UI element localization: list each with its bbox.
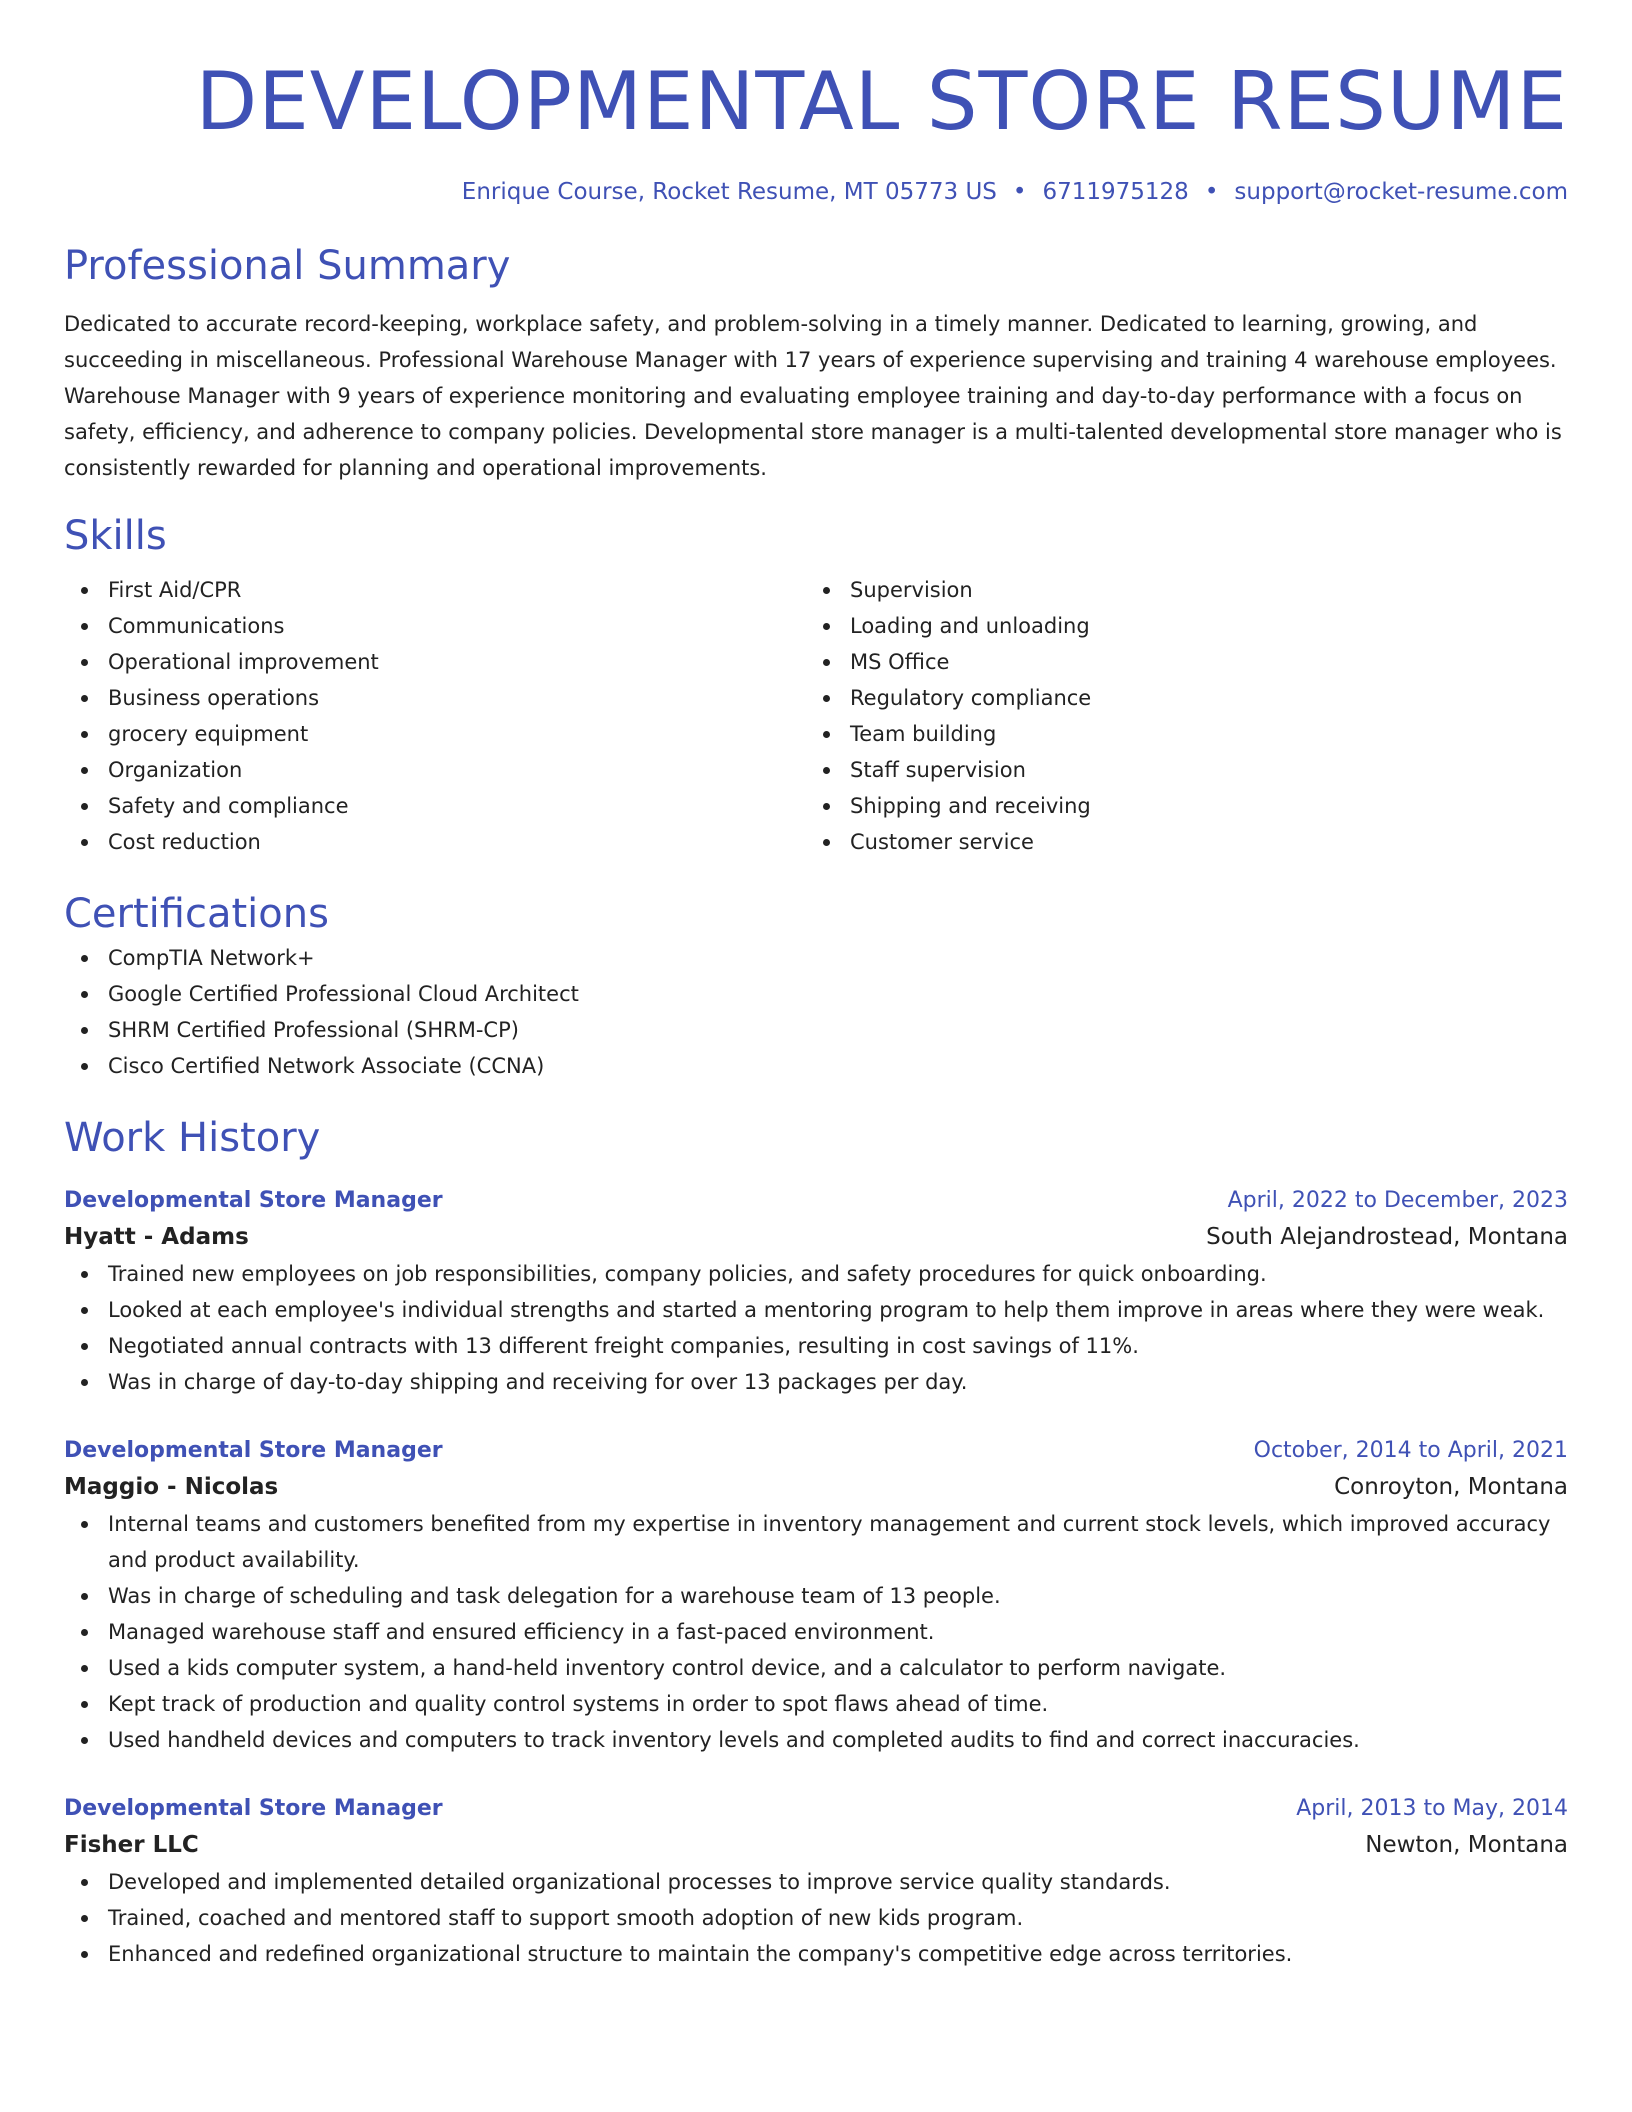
job-dates: April, 2022 to December, 2023 <box>1227 1188 1568 1213</box>
skill-item: Customer service <box>806 824 1548 860</box>
skill-item: Cost reduction <box>64 824 806 860</box>
skill-item: Regulatory compliance <box>806 680 1548 716</box>
skills-heading: Skills <box>64 513 167 559</box>
skill-item: Team building <box>806 716 1548 752</box>
contact-address: Enrique Course, Rocket Resume, MT 05773 US <box>461 179 997 205</box>
work-history-heading: Work History <box>64 1115 321 1161</box>
certification-item: Google Certified Professional Cloud Architect <box>64 976 1568 1012</box>
certification-item: CompTIA Network+ <box>64 940 1568 976</box>
job-bullet: Negotiated annual contracts with 13 different freight companies, resulting in cost savings of 11%. <box>64 1328 1568 1364</box>
job-bullet: Developed and implemented detailed organizational processes to improve service quality standards. <box>64 1864 1568 1900</box>
contact-line <box>64 176 1568 208</box>
job-bullet: Looked at each employee's individual strengths and started a mentoring program to help them improve in areas where they were weak. <box>64 1292 1568 1328</box>
skill-item: Supervision <box>806 572 1548 608</box>
skills-list-left <box>64 572 806 860</box>
job-role: Developmental Store Manager <box>64 1796 443 1821</box>
skills-column-right <box>806 572 1548 860</box>
contact-separator: • <box>1204 179 1219 205</box>
job-header-row <box>64 1792 1568 1826</box>
certification-item: SHRM Certified Professional (SHRM-CP) <box>64 1012 1568 1048</box>
skill-item: MS Office <box>806 644 1548 680</box>
skill-item: Loading and unloading <box>806 608 1548 644</box>
certifications-heading: Certifications <box>64 891 329 937</box>
skill-item: Communications <box>64 608 806 644</box>
job-bullets <box>64 1506 1568 1758</box>
contact-separator: • <box>1012 179 1027 205</box>
job-bullet: Internal teams and customers benefited from my expertise in inventory management and current stock levels, which improved accuracy and product availability. <box>64 1506 1568 1578</box>
skill-item: Operational improvement <box>64 644 806 680</box>
skills-column-left <box>64 572 806 860</box>
summary-text: Dedicated to accurate record-keeping, workplace safety, and problem-solving in a timely manner. Dedicated to learning, growing, and succeeding in miscellaneous. Professional Warehouse Manager with 17 years of experience supervising and training 4 warehouse employees. Warehouse Manager with 9 years of experience monitoring and evaluating employee training and day-to-day performance with a focus on safety, efficiency, and adherence to company policies. Developmental store manager is a multi-talented developmental store manager who is consistently rewarded for planning and operational improvements. <box>64 312 1562 480</box>
job-bullet: Managed warehouse staff and ensured efficiency in a fast-paced environment. <box>64 1614 1568 1650</box>
skill-item: grocery equipment <box>64 716 806 752</box>
job-role: Developmental Store Manager <box>64 1188 443 1213</box>
job-role: Developmental Store Manager <box>64 1438 443 1463</box>
job-bullet: Used handheld devices and computers to track inventory levels and completed audits to find and correct inaccuracies. <box>64 1722 1568 1758</box>
resume-title: DEVELOPMENTAL STORE RESUME <box>195 55 1568 148</box>
job-bullets <box>64 1256 1568 1400</box>
job-entry <box>64 1184 1568 1400</box>
job-entry <box>64 1792 1568 1972</box>
job-bullet: Used a kids computer system, a hand-held inventory control device, and a calculator to perform navigate. <box>64 1650 1568 1686</box>
job-company: Hyatt - Adams <box>64 1224 249 1250</box>
job-company: Fisher LLC <box>64 1832 199 1858</box>
job-dates: October, 2014 to April, 2021 <box>1253 1438 1568 1463</box>
job-location: Newton, Montana <box>1365 1832 1568 1858</box>
job-bullet: Kept track of production and quality control systems in order to spot flaws ahead of time. <box>64 1686 1568 1722</box>
job-header-row <box>64 1184 1568 1218</box>
job-bullet: Was in charge of scheduling and task delegation for a warehouse team of 13 people. <box>64 1578 1568 1614</box>
contact-phone: 6711975128 <box>1042 179 1189 205</box>
contact-email: support@rocket-resume.com <box>1234 179 1568 205</box>
job-bullet: Was in charge of day-to-day shipping and receiving for over 13 packages per day. <box>64 1364 1568 1400</box>
job-entry <box>64 1434 1568 1758</box>
job-employer-row <box>64 1218 1568 1256</box>
skill-item: Safety and compliance <box>64 788 806 824</box>
summary-heading: Professional Summary <box>64 243 511 289</box>
certification-item: Cisco Certified Network Associate (CCNA) <box>64 1048 1568 1084</box>
skills-columns <box>64 572 1568 860</box>
skill-item: Staff supervision <box>806 752 1548 788</box>
job-employer-row <box>64 1468 1568 1506</box>
job-header-row <box>64 1434 1568 1468</box>
skill-item: Shipping and receiving <box>806 788 1548 824</box>
job-bullets <box>64 1864 1568 1972</box>
job-location: South Alejandrostead, Montana <box>1206 1224 1568 1250</box>
skill-item: Business operations <box>64 680 806 716</box>
job-employer-row <box>64 1826 1568 1864</box>
job-bullet: Trained, coached and mentored staff to support smooth adoption of new kids program. <box>64 1900 1568 1936</box>
resume-page <box>64 0 1568 1972</box>
skill-item: Organization <box>64 752 806 788</box>
job-dates: April, 2013 to May, 2014 <box>1296 1796 1568 1821</box>
job-bullet: Enhanced and redefined organizational structure to maintain the company's competitive edge across territories. <box>64 1936 1568 1972</box>
skill-item: First Aid/CPR <box>64 572 806 608</box>
certifications-list <box>64 940 1568 1084</box>
job-location: Conroyton, Montana <box>1334 1474 1568 1500</box>
job-company: Maggio - Nicolas <box>64 1474 279 1500</box>
skills-list-right <box>806 572 1548 860</box>
job-bullet: Trained new employees on job responsibilities, company policies, and safety procedures for quick onboarding. <box>64 1256 1568 1292</box>
